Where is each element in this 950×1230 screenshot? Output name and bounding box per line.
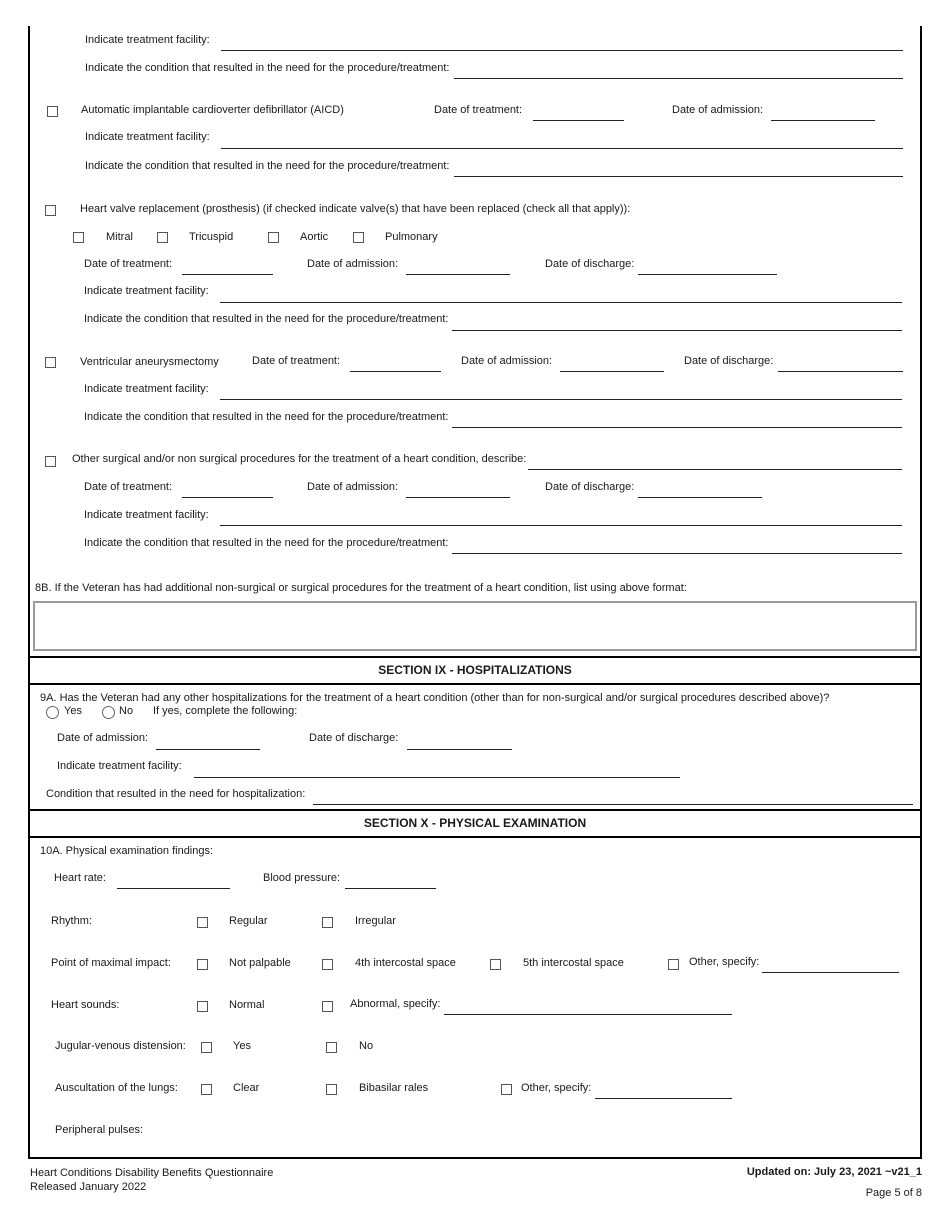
mitral-label: Mitral	[106, 231, 133, 243]
pmi-4th-checkbox[interactable]	[322, 959, 333, 970]
aneurysm-date-treatment-field[interactable]	[350, 371, 441, 372]
lungs-other-field[interactable]	[595, 1098, 732, 1099]
other-procedure-field[interactable]	[528, 469, 902, 470]
pmi-5th-label: 5th intercostal space	[523, 957, 624, 969]
aicd-facility-field[interactable]	[221, 148, 903, 149]
form-frame-bottom	[28, 1157, 922, 1159]
valve-condition-field[interactable]	[452, 330, 902, 331]
pmi-other-label: Other, specify:	[689, 956, 760, 968]
aneurysm-date-admission-label: Date of admission:	[461, 355, 553, 367]
aneurysm-date-discharge-label: Date of discharge:	[684, 355, 774, 367]
section10-top-rule	[28, 809, 922, 811]
treatment-facility-field[interactable]	[221, 50, 903, 51]
other-procedure-label: Other surgical and/or non surgical procedures for the treatment of a heart condition, describe:	[72, 453, 527, 465]
footer-form-name: Heart Conditions Disability Benefits Questionnaire	[30, 1167, 274, 1179]
aicd-condition-field[interactable]	[454, 176, 903, 177]
heart-rate-label: Heart rate:	[54, 872, 106, 884]
rhythm-regular-checkbox[interactable]	[197, 917, 208, 928]
other-condition-field[interactable]	[452, 553, 902, 554]
pulmonary-checkbox[interactable]	[353, 232, 364, 243]
form-frame-left	[28, 26, 30, 1158]
rhythm-regular-label: Regular	[229, 915, 268, 927]
hosp-facility-label: Indicate treatment facility:	[57, 760, 182, 772]
heart-sounds-abnormal-field[interactable]	[444, 1014, 732, 1015]
aneurysm-condition-field[interactable]	[452, 427, 902, 428]
section10-header-rule	[28, 836, 922, 838]
pmi-4th-label: 4th intercostal space	[355, 957, 456, 969]
rhythm-label: Rhythm:	[51, 915, 92, 927]
heart-sounds-label: Heart sounds:	[51, 999, 120, 1011]
valve-checkbox[interactable]	[45, 205, 56, 216]
blood-pressure-label: Blood pressure:	[263, 872, 341, 884]
aneurysm-date-admission-field[interactable]	[560, 371, 664, 372]
aicd-date-treatment-field[interactable]	[533, 120, 624, 121]
hosp-condition-field[interactable]	[313, 804, 913, 805]
valve-date-admission-label: Date of admission:	[307, 258, 399, 270]
q9a-if-yes-label: If yes, complete the following:	[153, 705, 298, 717]
section9-top-rule	[28, 656, 922, 658]
section10-title: SECTION X - PHYSICAL EXAMINATION	[363, 816, 587, 830]
other-condition-label: Indicate the condition that resulted in the need for the procedure/treatment:	[84, 537, 449, 549]
aicd-date-treatment-label: Date of treatment:	[434, 104, 523, 116]
footer-page-number: Page 5 of 8	[865, 1187, 922, 1199]
heart-rate-field[interactable]	[117, 888, 230, 889]
hosp-date-admission-field[interactable]	[156, 749, 260, 750]
treatment-facility-label: Indicate treatment facility:	[85, 34, 210, 46]
aneurysm-date-treatment-label: Date of treatment:	[252, 355, 341, 367]
section9-header-rule	[28, 683, 922, 685]
other-date-discharge-field[interactable]	[638, 497, 762, 498]
peripheral-pulses-label: Peripheral pulses:	[55, 1124, 144, 1136]
aneurysmectomy-label: Ventricular aneurysmectomy	[80, 356, 219, 368]
q9a-no-label: No	[119, 705, 134, 717]
lungs-bibasilar-checkbox[interactable]	[326, 1084, 337, 1095]
aneurysm-facility-field[interactable]	[220, 399, 902, 400]
other-date-treatment-field[interactable]	[182, 497, 273, 498]
valve-condition-label: Indicate the condition that resulted in the need for the procedure/treatment:	[84, 313, 449, 325]
hosp-date-discharge-label: Date of discharge:	[309, 732, 399, 744]
valve-date-admission-field[interactable]	[406, 274, 510, 275]
aicd-checkbox[interactable]	[47, 106, 58, 117]
footer-released: Released January 2022	[30, 1181, 147, 1193]
heart-sounds-abnormal-checkbox[interactable]	[322, 1001, 333, 1012]
tricuspid-label: Tricuspid	[189, 231, 234, 243]
lungs-label: Auscultation of the lungs:	[55, 1082, 178, 1094]
other-date-treatment-label: Date of treatment:	[84, 481, 173, 493]
other-facility-label: Indicate treatment facility:	[84, 509, 209, 521]
pmi-not-palpable-checkbox[interactable]	[197, 959, 208, 970]
valve-label: Heart valve replacement (prosthesis) (if checked indicate valve(s) that have been replaced (check all that apply)):	[80, 203, 631, 215]
aneurysm-condition-label: Indicate the condition that resulted in the need for the procedure/treatment:	[84, 411, 449, 423]
lungs-other-checkbox[interactable]	[501, 1084, 512, 1095]
pmi-other-field[interactable]	[762, 972, 899, 973]
hosp-condition-label: Condition that resulted in the need for hospitalization:	[46, 788, 306, 800]
aneurysmectomy-checkbox[interactable]	[45, 357, 56, 368]
hosp-date-admission-label: Date of admission:	[57, 732, 149, 744]
jvd-yes-label: Yes	[233, 1040, 251, 1052]
q10a-label: 10A. Physical examination findings:	[40, 845, 214, 857]
q8b-label: 8B. If the Veteran has had additional non-surgical or surgical procedures for the treatment of a heart condition, list using above format:	[35, 582, 687, 594]
q9a-yes-label: Yes	[64, 705, 82, 717]
mitral-checkbox[interactable]	[73, 232, 84, 243]
other-procedure-checkbox[interactable]	[45, 456, 56, 467]
aneurysm-facility-label: Indicate treatment facility:	[84, 383, 209, 395]
valve-date-discharge-label: Date of discharge:	[545, 258, 635, 270]
pmi-label: Point of maximal impact:	[51, 957, 171, 969]
aicd-facility-label: Indicate treatment facility:	[85, 131, 210, 143]
heart-sounds-abnormal-label: Abnormal, specify:	[350, 998, 441, 1010]
aicd-date-admission-label: Date of admission:	[672, 104, 764, 116]
other-facility-field[interactable]	[220, 525, 902, 526]
other-date-discharge-label: Date of discharge:	[545, 481, 635, 493]
jvd-no-label: No	[359, 1040, 374, 1052]
rhythm-irregular-label: Irregular	[355, 915, 396, 927]
heart-sounds-normal-label: Normal	[229, 999, 265, 1011]
lungs-bibasilar-label: Bibasilar rales	[359, 1082, 429, 1094]
q9a-no-radio[interactable]	[102, 706, 115, 719]
form-frame-right	[920, 26, 922, 1158]
pmi-other-checkbox[interactable]	[668, 959, 679, 970]
q9a-yes-radio[interactable]	[46, 706, 59, 719]
q9a-label: 9A. Has the Veteran had any other hospitalizations for the treatment of a heart condition (other than for non-surgical and/or surgical procedures described above)?	[40, 692, 830, 704]
pulmonary-label: Pulmonary	[385, 231, 438, 243]
aortic-label: Aortic	[300, 231, 329, 243]
aneurysm-date-discharge-field[interactable]	[778, 371, 903, 372]
heart-sounds-normal-checkbox[interactable]	[197, 1001, 208, 1012]
tricuspid-checkbox[interactable]	[157, 232, 168, 243]
condition-label: Indicate the condition that resulted in the need for the procedure/treatment:	[85, 62, 450, 74]
other-date-admission-label: Date of admission:	[307, 481, 399, 493]
lungs-other-label: Other, specify:	[521, 1082, 592, 1094]
valve-date-discharge-field[interactable]	[638, 274, 777, 275]
valve-date-treatment-field[interactable]	[182, 274, 273, 275]
rhythm-irregular-checkbox[interactable]	[322, 917, 333, 928]
lungs-clear-label: Clear	[233, 1082, 260, 1094]
condition-field[interactable]	[454, 78, 903, 79]
jvd-yes-checkbox[interactable]	[201, 1042, 212, 1053]
valve-date-treatment-label: Date of treatment:	[84, 258, 173, 270]
hosp-facility-field[interactable]	[194, 777, 680, 778]
aicd-date-admission-field[interactable]	[771, 120, 875, 121]
aortic-checkbox[interactable]	[268, 232, 279, 243]
valve-facility-field[interactable]	[220, 302, 902, 303]
pmi-not-palpable-label: Not palpable	[229, 957, 291, 969]
other-date-admission-field[interactable]	[406, 497, 510, 498]
hosp-date-discharge-field[interactable]	[407, 749, 512, 750]
pmi-5th-checkbox[interactable]	[490, 959, 501, 970]
jvd-no-checkbox[interactable]	[326, 1042, 337, 1053]
footer-updated: Updated on: July 23, 2021 ~v21_1	[746, 1166, 922, 1178]
aicd-condition-label: Indicate the condition that resulted in the need for the procedure/treatment:	[85, 160, 450, 172]
blood-pressure-field[interactable]	[345, 888, 436, 889]
section9-title: SECTION IX - HOSPITALIZATIONS	[378, 663, 572, 677]
q8b-textarea[interactable]	[33, 601, 917, 651]
valve-facility-label: Indicate treatment facility:	[84, 285, 209, 297]
aicd-label: Automatic implantable cardioverter defibrillator (AICD)	[81, 104, 344, 116]
lungs-clear-checkbox[interactable]	[201, 1084, 212, 1095]
jvd-label: Jugular-venous distension:	[55, 1040, 186, 1052]
